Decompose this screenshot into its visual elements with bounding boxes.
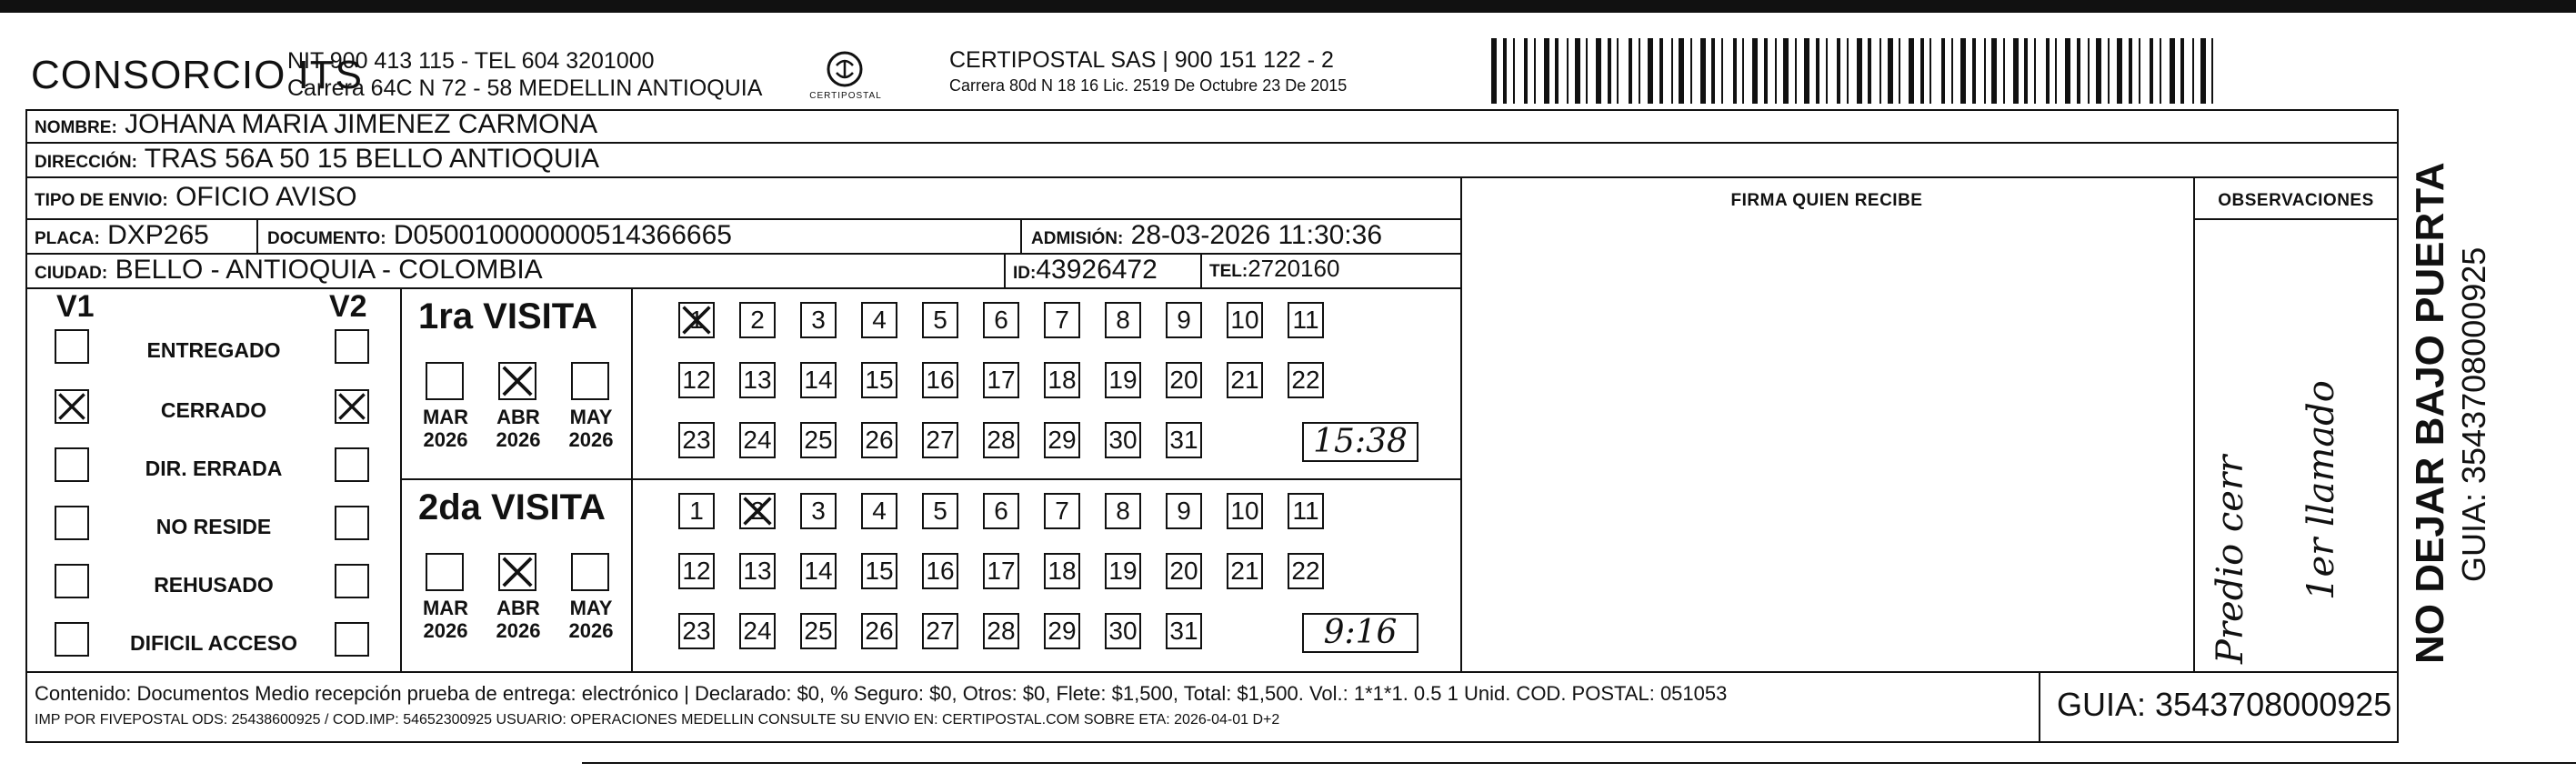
- nombre-label: NOMBRE:: [35, 118, 117, 137]
- ciudad-row: [35, 255, 543, 286]
- day-box[interactable]: 20: [1166, 362, 1202, 398]
- month-checkbox[interactable]: [571, 553, 609, 591]
- check-mark-icon: [56, 391, 87, 422]
- barcode: [1491, 38, 2219, 104]
- day-box[interactable]: 10: [1227, 493, 1263, 529]
- status-label: CERRADO: [160, 398, 267, 422]
- day-box[interactable]: 9: [1166, 302, 1202, 338]
- day-box[interactable]: 23: [678, 613, 715, 649]
- v1-checkbox[interactable]: [55, 329, 89, 364]
- tel-value: 2720160: [1248, 255, 1340, 282]
- day-box[interactable]: 2: [739, 302, 776, 338]
- day-box[interactable]: 7: [1044, 302, 1080, 338]
- day-box[interactable]: 1: [678, 302, 715, 338]
- day-box[interactable]: 30: [1105, 422, 1141, 458]
- status-label: ENTREGADO: [146, 338, 281, 362]
- id-label: ID:: [1013, 264, 1037, 283]
- day-box[interactable]: 28: [983, 613, 1019, 649]
- tipo-value: OFICIO AVISO: [175, 182, 357, 212]
- day-box[interactable]: 19: [1105, 553, 1141, 589]
- day-box[interactable]: 15: [861, 553, 897, 589]
- v2-checkbox[interactable]: [335, 506, 369, 540]
- day-box[interactable]: 27: [922, 422, 958, 458]
- day-box[interactable]: 4: [861, 302, 897, 338]
- v1-checkbox[interactable]: [55, 447, 89, 482]
- direccion-row: [35, 144, 599, 175]
- observaciones-label: OBSERVACIONES: [2218, 191, 2374, 210]
- address-line: Carrera 64C N 72 - 58 MEDELLIN ANTIOQUIA: [287, 75, 763, 101]
- month-checkbox[interactable]: [498, 362, 536, 400]
- observation-handwriting-1: Predio cerr: [2210, 455, 2251, 664]
- day-box[interactable]: 30: [1105, 613, 1141, 649]
- visit-title: 2da VISITA: [418, 487, 606, 527]
- month-checkbox[interactable]: [426, 362, 464, 400]
- v1-checkbox[interactable]: [55, 506, 89, 540]
- visit-time: 9:16: [1302, 613, 1418, 653]
- nombre-value: JOHANA MARIA JIMENEZ CARMONA: [125, 109, 598, 139]
- day-box[interactable]: 11: [1288, 493, 1324, 529]
- tipo-row: [35, 182, 357, 213]
- v1-checkbox[interactable]: [55, 389, 89, 424]
- v2-checkbox[interactable]: [335, 329, 369, 364]
- day-box[interactable]: 3: [800, 302, 837, 338]
- admision-row: [1031, 220, 1382, 251]
- observation-handwriting-2: 1er llamado: [2300, 380, 2342, 600]
- side-guia: GUIA: 3543708000925: [2455, 246, 2492, 582]
- ciudad-value: BELLO - ANTIOQUIA - COLOMBIA: [115, 255, 543, 285]
- day-box[interactable]: 25: [800, 422, 837, 458]
- day-box[interactable]: 21: [1227, 362, 1263, 398]
- check-mark-icon: [336, 391, 367, 422]
- day-box[interactable]: 3: [800, 493, 837, 529]
- day-box[interactable]: 6: [983, 493, 1019, 529]
- month-label: MAR 2026: [422, 597, 469, 642]
- day-box[interactable]: 8: [1105, 302, 1141, 338]
- status-label: NO RESIDE: [155, 515, 272, 538]
- day-box[interactable]: 12: [678, 553, 715, 589]
- day-box[interactable]: 28: [983, 422, 1019, 458]
- month-label: MAY 2026: [568, 597, 614, 642]
- direccion-value: TRAS 56A 50 15 BELLO ANTIOQUIA: [144, 144, 599, 174]
- day-box[interactable]: 4: [861, 493, 897, 529]
- footer-content: Contenido: Documentos Medio recepción prueba de entrega: electrónico | Declarado: $0, % Seguro: $0, Otros: $0, Flete: $1,500, Total: $1,500. Vol.: 1*1*1. 0.5 1 Unid. COD. POSTAL: 051053: [35, 682, 1728, 705]
- visit-title: 1ra VISITA: [418, 296, 598, 336]
- tel-label: TEL:: [1209, 262, 1248, 281]
- day-box[interactable]: 31: [1166, 613, 1202, 649]
- admision-label: ADMISIÓN:: [1031, 229, 1124, 248]
- footer-guia: GUIA: 3543708000925: [2057, 686, 2392, 723]
- nit-line: NIT 900 413 115 - TEL 604 3201000: [287, 48, 655, 74]
- documento-label: DOCUMENTO:: [267, 229, 386, 248]
- day-box[interactable]: 29: [1044, 422, 1080, 458]
- company-info: [287, 47, 762, 102]
- top-border: [0, 0, 2576, 13]
- seal-caption: CERTIPOSTAL: [809, 91, 882, 101]
- day-box[interactable]: 13: [739, 553, 776, 589]
- tipo-label: TIPO DE ENVIO:: [35, 191, 168, 210]
- nombre-row: [35, 109, 597, 140]
- status-label: DIFICIL ACCESO: [129, 631, 297, 655]
- day-box[interactable]: 13: [739, 362, 776, 398]
- day-box[interactable]: 22: [1288, 553, 1324, 589]
- certipostal-line: CERTIPOSTAL SAS | 900 151 122 - 2: [949, 47, 1334, 73]
- day-box[interactable]: 6: [983, 302, 1019, 338]
- day-box[interactable]: 20: [1166, 553, 1202, 589]
- day-box[interactable]: 16: [922, 553, 958, 589]
- v2-label: V2: [329, 289, 367, 324]
- check-mark-icon: [680, 304, 713, 336]
- day-box[interactable]: 12: [678, 362, 715, 398]
- day-box[interactable]: 5: [922, 493, 958, 529]
- placa-value: DXP265: [107, 220, 209, 250]
- v1-label: V1: [56, 289, 95, 324]
- day-box[interactable]: 14: [800, 553, 837, 589]
- day-box[interactable]: 25: [800, 613, 837, 649]
- month-label: MAY 2026: [568, 406, 614, 451]
- day-box[interactable]: 26: [861, 422, 897, 458]
- direccion-label: DIRECCIÓN:: [35, 153, 137, 172]
- v1-checkbox[interactable]: [55, 622, 89, 657]
- day-box[interactable]: 10: [1227, 302, 1263, 338]
- check-mark-icon: [500, 555, 535, 589]
- day-box[interactable]: 11: [1288, 302, 1324, 338]
- day-box[interactable]: 5: [922, 302, 958, 338]
- day-box[interactable]: 31: [1166, 422, 1202, 458]
- month-checkbox[interactable]: [571, 362, 609, 400]
- check-mark-icon: [741, 495, 774, 527]
- certipostal-license: Carrera 80d N 18 16 Lic. 2519 De Octubre 23 De 2015: [949, 76, 1348, 95]
- visit-time: 15:38: [1302, 422, 1418, 462]
- documento-value: D050010000000514366665: [393, 220, 732, 250]
- day-box[interactable]: 24: [739, 613, 776, 649]
- day-box[interactable]: 29: [1044, 613, 1080, 649]
- company-name: CONSORCIO ITS: [31, 53, 364, 97]
- v1-checkbox[interactable]: [55, 564, 89, 598]
- day-box[interactable]: 21: [1227, 553, 1263, 589]
- ciudad-label: CIUDAD:: [35, 264, 108, 283]
- month-label: MAR 2026: [422, 406, 469, 451]
- day-box[interactable]: 7: [1044, 493, 1080, 529]
- footer-print-info: IMP POR FIVEPOSTAL ODS: 25438600925 / COD.IMP: 54652300925 USUARIO: OPERACIONES MEDELLIN CONSULTE SU ENVIO EN: CERTIPOSTAL.COM SOBRE ETA: 2026-04-01 D+2: [35, 712, 1280, 728]
- id-value: 43926472: [1036, 255, 1158, 285]
- day-box[interactable]: 18: [1044, 362, 1080, 398]
- status-label: REHUSADO: [154, 573, 274, 597]
- v2-checkbox[interactable]: [335, 564, 369, 598]
- tel-row: [1209, 255, 1339, 283]
- day-box[interactable]: 16: [922, 362, 958, 398]
- day-box[interactable]: 17: [983, 553, 1019, 589]
- v2-checkbox[interactable]: [335, 622, 369, 657]
- firma-label: FIRMA QUIEN RECIBE: [1730, 191, 1923, 210]
- no-dejar-bajo-puerta: NO DEJAR BAJO PUERTA: [2408, 162, 2452, 664]
- day-box[interactable]: 14: [800, 362, 837, 398]
- day-box[interactable]: 23: [678, 422, 715, 458]
- v2-checkbox[interactable]: [335, 389, 369, 424]
- month-checkbox[interactable]: [426, 553, 464, 591]
- day-box[interactable]: 2: [739, 493, 776, 529]
- documento-row: [267, 220, 732, 251]
- day-box[interactable]: 26: [861, 613, 897, 649]
- day-box[interactable]: 24: [739, 422, 776, 458]
- status-label: DIR. ERRADA: [145, 457, 283, 480]
- day-box[interactable]: 19: [1105, 362, 1141, 398]
- admision-value: 28-03-2026 11:30:36: [1130, 220, 1383, 250]
- month-label: ABR 2026: [496, 597, 541, 642]
- check-mark-icon: [500, 364, 535, 398]
- month-label: ABR 2026: [496, 406, 541, 451]
- day-box[interactable]: 22: [1288, 362, 1324, 398]
- day-box[interactable]: 8: [1105, 493, 1141, 529]
- month-checkbox[interactable]: [498, 553, 536, 591]
- day-box[interactable]: 1: [678, 493, 715, 529]
- placa-label: PLACA:: [35, 229, 100, 248]
- day-box[interactable]: 9: [1166, 493, 1202, 529]
- placa-row: [35, 220, 209, 251]
- day-box[interactable]: 27: [922, 613, 958, 649]
- id-row: [1013, 255, 1158, 286]
- day-box[interactable]: 15: [861, 362, 897, 398]
- v2-checkbox[interactable]: [335, 447, 369, 482]
- day-box[interactable]: 17: [983, 362, 1019, 398]
- day-box[interactable]: 18: [1044, 553, 1080, 589]
